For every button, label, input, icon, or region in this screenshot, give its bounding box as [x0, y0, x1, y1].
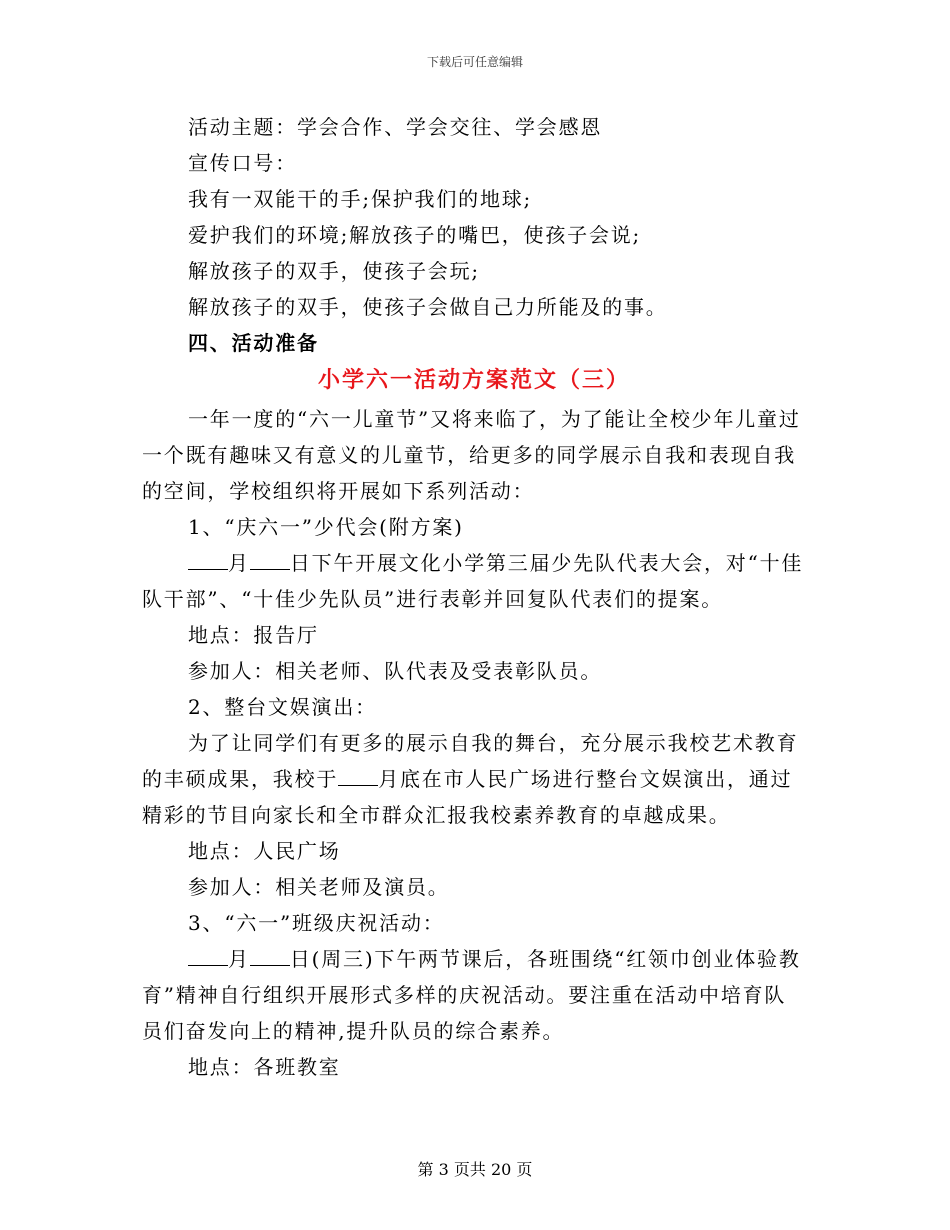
page-footer: 第 3 页共 20 页: [417, 1160, 533, 1179]
item-1-month: 月: [228, 551, 250, 575]
item-1-place: 地点：报告厅: [188, 623, 319, 647]
slogan-line-3: 解放孩子的双手，使孩子会玩;: [188, 259, 480, 283]
item-1-heading: 1、“庆六一”少代会(附方案): [188, 515, 464, 539]
item-2-place: 地点：人民广场: [188, 839, 341, 863]
section-heading-4: 四、活动准备: [188, 331, 319, 355]
date-blank[interactable]: [250, 551, 290, 570]
item-3-paragraph: [142, 941, 806, 1049]
slogan-line-1: 我有一双能干的手;保护我们的地球;: [188, 187, 533, 211]
item-2-participants: 参加人：相关老师及演员。: [188, 875, 450, 899]
item-3-heading: 3、“六一”班级庆祝活动：: [188, 911, 445, 935]
date-blank[interactable]: [338, 767, 378, 786]
slogan-line-4: 解放孩子的双手，使孩子会做自己力所能及的事。: [188, 295, 668, 319]
date-blank[interactable]: [188, 551, 228, 570]
item-2-paragraph: [142, 725, 806, 833]
item-3-month: 月: [228, 947, 250, 971]
activity-theme: 活动主题：学会合作、学会交往、学会感恩: [188, 115, 603, 139]
page-header: 下载后可任意编辑: [426, 55, 523, 69]
item-3-text: 日(周三)下午两节课后，各班围绕“红领巾创业体验教育”精神自行组织开展形式多样的庆祝活动。要注重在活动中培育队员们奋发向上的精神,提升队员的综合素养。: [142, 947, 801, 1043]
item-2-heading: 2、整台文娱演出：: [188, 695, 377, 719]
document-body: [142, 109, 806, 1085]
intro-paragraph: 一年一度的“六一儿童节”又将来临了，为了能让全校少年儿童过一个既有趣味又有意义的儿童节，给更多的同学展示自我和表现自我的空间，学校组织将开展如下系列活动：: [142, 407, 801, 503]
date-blank[interactable]: [250, 947, 290, 966]
slogan-line-2: 爱护我们的环境;解放孩子的嘴巴，使孩子会说;: [188, 223, 642, 247]
item-1-paragraph: [142, 545, 806, 617]
item-2-text-b: 月底在市人民广场进行整台文娱演出，通过精彩的节目向家长和全市群众汇报我校素养教育的卓越成果。: [142, 767, 793, 827]
item-1-participants: 参加人：相关老师、队代表及受表彰队员。: [188, 659, 603, 683]
item-2-text-a: 为了让同学们有更多的展示自我的舞台，充分展示我校艺术教育的丰硕成果，我校于: [142, 731, 799, 791]
item-1-text: 日下午开展文化小学第三届少先队代表大会，对“十佳队干部”、“十佳少先队员”进行表彰并回复队代表们的提案。: [142, 551, 804, 611]
date-blank[interactable]: [188, 947, 228, 966]
slogan-label: 宣传口号：: [188, 151, 297, 175]
item-3-place: 地点：各班教室: [188, 1055, 341, 1079]
document-title: 小学六一活动方案范文（三）: [317, 368, 630, 393]
